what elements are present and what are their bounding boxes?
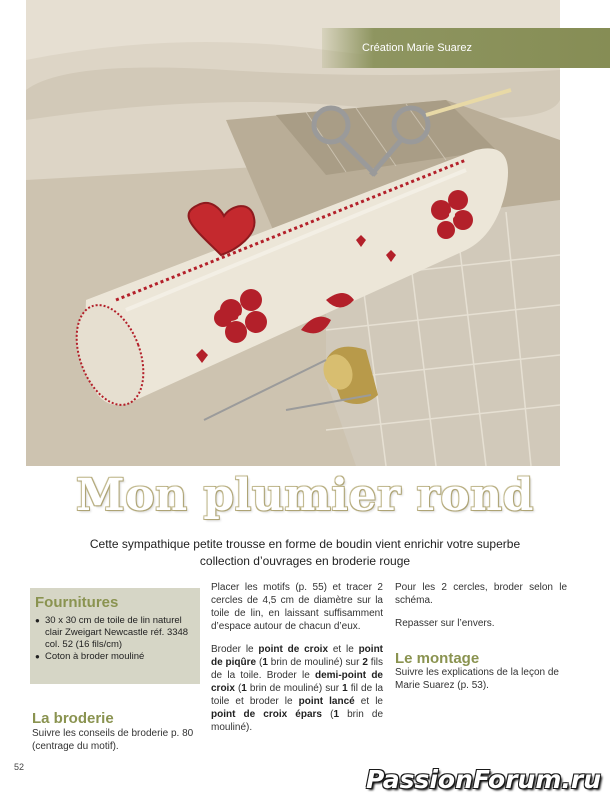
tracing-paragraph: Placer les motifs (p. 55) et tracer 2 cercles de 4,5 cm de diamètre sur la toile de lin, en laissant suffisamment d’espace autour de chacun d’eux. [211,582,383,632]
supplies-item: ● 30 x 30 cm de toile de lin naturel clair Zweigart Newcastle réf. 3348 col. 52 (16 fils/cm) [35,615,194,651]
supplies-heading: Fournitures [35,594,119,611]
page-title: Mon plumier rond [76,470,534,521]
stitches-paragraph: Broder le point de croix et le point de piqûre (1 brin de mouliné) sur 2 fils de la toile. Broder le demi-point de croix (1 brin de mouliné) sur 1 fil de la toile et broder le point lancé et le point de croix épars (1 brin de mouliné). [211,644,384,733]
broderie-heading: La broderie [32,710,114,727]
ironing-paragraph: Repasser sur l’envers. [395,618,495,629]
photo-pencil-case [26,0,560,466]
instructions-column [211,581,383,744]
photo-illustration [26,0,560,466]
intro-line-2: collection d’ouvrages en broderie rouge [199,554,411,568]
intro-line-1: Cette sympathique petite trousse en forme de boudin vient enrichir votre superbe [89,537,521,551]
finishing-column [395,581,567,640]
designer-credit: Création Marie Suarez [322,28,610,68]
montage-text: Suivre les explications de la leçon de Marie Suarez (p. 53). [395,667,559,691]
broderie-text: Suivre les conseils de broderie p. 80 (centrage du motif). [32,728,194,752]
watermark: PassionForum.ru [366,765,602,794]
supplies-item: ● Coton à broder mouliné [35,651,194,663]
page-number: 52 [14,762,25,772]
supplies-list [35,615,194,663]
intro-text [0,536,610,570]
supplies-box [30,588,200,684]
circles-paragraph: Pour les 2 cercles, broder selon le schéma. [395,582,567,606]
montage-heading: Le montage [395,650,480,667]
